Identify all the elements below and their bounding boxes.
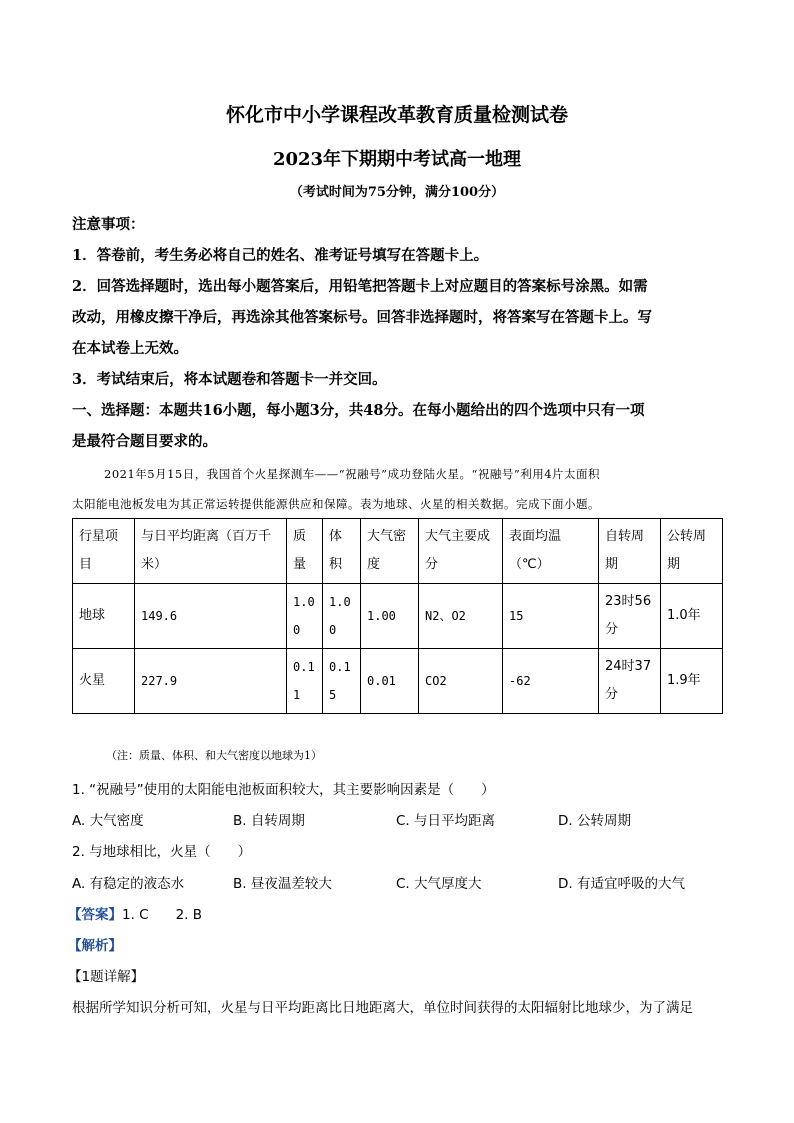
- table-header-cell: 体积: [323, 519, 361, 584]
- question-2: 2. 与地球相比，火星（ ）: [72, 844, 252, 860]
- table-header-row: [73, 519, 723, 584]
- q1-option-c: C. 与日平均距离: [396, 813, 496, 829]
- question-1: 1. “祝融号”使用的太阳能电池板面积较大，其主要影响因素是（ ）: [72, 782, 495, 798]
- table-header-cell: 表面均温（℃）: [503, 519, 599, 584]
- table-header-cell: 公转周期: [661, 519, 723, 584]
- exam-time-note: （考试时间为75分钟，满分100分）: [289, 185, 505, 200]
- notice-item-3: 3．考试结束后，将本试题卷和答题卡一并交回。: [72, 371, 387, 388]
- detail-text: 根据所学知识分析可知，火星与日平均距离比日地距离大，单位时间获得的太阳辐射比地球少，为了满足: [72, 1000, 693, 1016]
- answer-line: [68, 903, 202, 923]
- answer-label: 【答案】: [68, 907, 122, 923]
- table-header-cell: 行星项目: [73, 519, 135, 584]
- notice-item-2-line-1: 2．回答选择题时，选出每小题答案后，用铅笔把答题卡上对应题目的答案标号涂黑。如需: [72, 278, 648, 295]
- table-cell: 1.00: [323, 584, 361, 649]
- exam-title: 怀化市中小学课程改革教育质量检测试卷: [225, 104, 568, 126]
- table-cell: CO2: [419, 649, 503, 714]
- table-cell: 24时37分: [599, 649, 661, 714]
- table-note: （注：质量、体积、和大气密度以地球为1）: [106, 749, 322, 762]
- table-row: [73, 649, 723, 714]
- q1-option-b: B. 自转周期: [233, 813, 305, 829]
- intro-line-2: 太阳能电池板发电为其正常运转提供能源供应和保障。表为地球、火星的相关数据。完成下面小题。: [72, 497, 600, 511]
- table-header-cell: 大气主要成分: [419, 519, 503, 584]
- table-cell: 15: [503, 584, 599, 649]
- table-cell: 0.01: [361, 649, 419, 714]
- table-cell: 227.9: [135, 649, 287, 714]
- notice-item-1: 1．答卷前，考生务必将自己的姓名、准考证号填写在答题卡上。: [72, 247, 489, 264]
- q1-option-d: D. 公转周期: [558, 813, 631, 829]
- answer-value: 1. C 2. B: [122, 907, 203, 923]
- section-heading-line-2: 是最符合题目要求的。: [72, 433, 217, 450]
- intro-line-1: 2021年5月15日，我国首个火星探测车——“祝融号”成功登陆火星。“祝融号”利用4片太面积: [104, 467, 601, 481]
- table-cell: 1.00: [361, 584, 419, 649]
- q2-option-d: D. 有适宜呼吸的大气: [558, 876, 685, 892]
- notice-item-2-line-3: 在本试卷上无效。: [72, 340, 188, 357]
- section-heading-line-1: 一、选择题：本题共16小题，每小题3分，共48分。在每小题给出的四个选项中只有一项: [72, 402, 645, 419]
- table-cell: 火星: [73, 649, 135, 714]
- planet-data-table: [72, 518, 723, 714]
- table-cell: N2、O2: [419, 584, 503, 649]
- table-cell: 地球: [73, 584, 135, 649]
- table-cell: 0.15: [323, 649, 361, 714]
- table-header-cell: 与日平均距离（百万千米）: [135, 519, 287, 584]
- table-cell: 1.00: [287, 584, 323, 649]
- table-header-cell: 质量: [287, 519, 323, 584]
- q2-option-a: A. 有稳定的液态水: [72, 876, 185, 892]
- notice-item-2-line-2: 改动，用橡皮擦干净后，再选涂其他答案标号。回答非选择题时，将答案写在答题卡上。写: [72, 309, 652, 326]
- table-cell: 1.0年: [661, 584, 723, 649]
- table-cell: 149.6: [135, 584, 287, 649]
- notice-heading: 注意事项：: [72, 216, 145, 233]
- table-header-cell: 自转周期: [599, 519, 661, 584]
- q1-option-a: A. 大气密度: [72, 813, 144, 829]
- table-cell: 1.9年: [661, 649, 723, 714]
- table-cell: 23时56分: [599, 584, 661, 649]
- detail-heading: 【1题详解】: [68, 969, 145, 985]
- exam-subtitle: 2023年下期期中考试高一地理: [272, 149, 522, 170]
- analysis-label: 【解析】: [68, 938, 122, 954]
- q2-option-c: C. 大气厚度大: [396, 876, 482, 892]
- q2-option-b: B. 昼夜温差较大: [233, 876, 332, 892]
- table-cell: -62: [503, 649, 599, 714]
- table-row: [73, 584, 723, 649]
- table-cell: 0.11: [287, 649, 323, 714]
- table-header-cell: 大气密度: [361, 519, 419, 584]
